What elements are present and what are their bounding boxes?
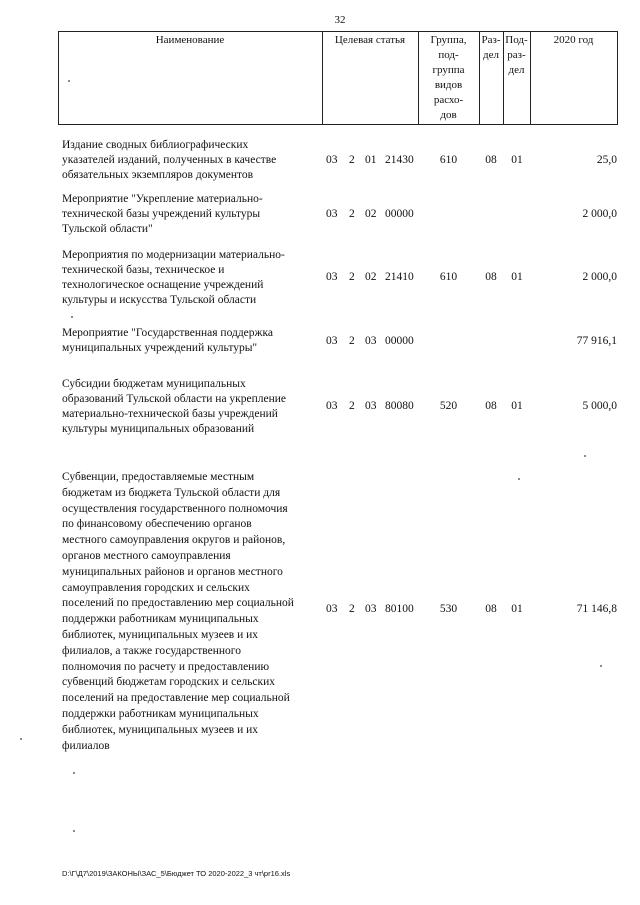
row-name-line: филиалов, а также государственного xyxy=(62,644,241,657)
header-group xyxy=(418,33,479,123)
target-code-1: 03 xyxy=(326,400,338,412)
row-name-line: бюджетам из бюджета Тульской области для xyxy=(62,486,281,499)
target-code-1: 03 xyxy=(326,208,338,220)
row-name-line: органов местного самоуправления xyxy=(62,549,231,562)
row-name-line: по финансовому обеспечению органов xyxy=(62,518,252,531)
row-name-line: субвенций бюджетам городских и сельских xyxy=(62,676,276,689)
header-group-line: расхо- xyxy=(433,94,464,106)
header-section-line: Раз- xyxy=(481,34,501,46)
header-group-line: под- xyxy=(438,49,459,61)
scan-speck xyxy=(600,665,602,667)
row-name-line: Издание сводных библиографических xyxy=(62,139,249,151)
section-code: 08 xyxy=(485,271,497,283)
row-name-line: Мероприятия по модернизации материально- xyxy=(62,249,285,261)
row-name-line: указателей изданий, полученных в качестве xyxy=(62,154,277,166)
group-code: 610 xyxy=(439,271,458,283)
header-target: Целевая статья xyxy=(334,34,406,46)
header-subsection xyxy=(503,33,530,78)
row-name-line: филиалов xyxy=(62,739,110,752)
row-name-line: Мероприятие "Укрепление материально- xyxy=(62,193,263,205)
target-code-4: 21410 xyxy=(385,271,414,283)
section-code: 08 xyxy=(485,154,497,166)
header-subsection-line: дел xyxy=(508,64,525,76)
target-code-3: 03 xyxy=(365,335,377,347)
header-subsection-line: раз- xyxy=(507,49,526,61)
row-name-line: местного самоуправления округов и районов, xyxy=(62,534,286,547)
row-name-line: культуры муниципальных образований xyxy=(62,423,255,435)
header-group-line: группа xyxy=(432,64,465,76)
row-name-line: материально-технической базы учреждений xyxy=(62,408,278,420)
target-code-3: 03 xyxy=(365,400,377,412)
row-name-line: муниципальных учреждений культуры" xyxy=(62,342,258,354)
scan-speck xyxy=(73,830,75,832)
row-name xyxy=(62,470,324,754)
target-code-3: 03 xyxy=(365,603,377,615)
target-code-1: 03 xyxy=(326,603,338,615)
target-code-1: 03 xyxy=(326,154,338,166)
row-name-line: поселений на предоставление мер социальной xyxy=(62,692,290,705)
row-name-line: Субвенции, предоставляемые местным xyxy=(62,471,255,483)
target-code-4: 00000 xyxy=(385,335,414,347)
row-name-line: библиотек, муниципальных музеев и их xyxy=(62,628,259,641)
target-code-3: 01 xyxy=(365,154,377,166)
scan-speck xyxy=(20,738,22,740)
row-name-line: поддержки работникам муниципальных xyxy=(62,707,259,720)
target-code-2: 2 xyxy=(349,335,355,347)
scan-speck xyxy=(71,316,73,318)
row-name xyxy=(62,377,324,437)
group-code: 530 xyxy=(439,603,458,615)
header-year: 2020 год xyxy=(553,34,594,46)
row-name xyxy=(62,326,324,356)
amount: 2 000,0 xyxy=(582,271,617,283)
subsection-code: 01 xyxy=(511,603,523,615)
target-code-2: 2 xyxy=(349,208,355,220)
row-name xyxy=(62,138,324,183)
target-code-3: 02 xyxy=(365,208,377,220)
subsection-code: 01 xyxy=(511,154,523,166)
row-name-line: муниципальных районов и органов местного xyxy=(62,565,283,578)
group-code: 610 xyxy=(439,154,458,166)
target-code-4: 80100 xyxy=(385,603,414,615)
subsection-code: 01 xyxy=(511,400,523,412)
file-path-footer: D:\Г\Д7\2019\ЗАКОНЫ\ЗАС_5\Бюджет ТО 2020-2022_3 чт\pr16.xls xyxy=(62,869,291,878)
subsection-code: 01 xyxy=(511,271,523,283)
row-name xyxy=(62,192,324,237)
target-code-2: 2 xyxy=(349,271,355,283)
target-code-4: 00000 xyxy=(385,208,414,220)
target-code-1: 03 xyxy=(326,335,338,347)
row-name-line: обязательных экземпляров документов xyxy=(62,169,254,181)
target-code-4: 21430 xyxy=(385,154,414,166)
row-name-line: образований Тульской области на укрепление xyxy=(62,393,287,405)
header-subsection-line: Под- xyxy=(505,34,528,46)
header-group-line: видов xyxy=(434,79,463,91)
header-group-line: Группа, xyxy=(430,34,467,46)
amount: 5 000,0 xyxy=(582,400,617,412)
row-name-line: поддержки работникам муниципальных xyxy=(62,613,259,626)
section-code: 08 xyxy=(485,400,497,412)
section-code: 08 xyxy=(485,603,497,615)
scan-speck xyxy=(73,772,75,774)
amount: 77 916,1 xyxy=(576,335,617,347)
target-code-4: 80080 xyxy=(385,400,414,412)
scan-speck xyxy=(68,80,70,82)
header-section-line: дел xyxy=(483,49,499,61)
row-name-line: библиотек, муниципальных музеев и их xyxy=(62,723,259,736)
target-code-3: 02 xyxy=(365,271,377,283)
row-name-line: полномочия по расчету и предоставлению xyxy=(62,660,270,673)
amount: 71 146,8 xyxy=(576,603,617,615)
row-name-line: технической базы, техническое и xyxy=(62,264,225,276)
row-name-line: осуществления государственного полномочия xyxy=(62,502,288,515)
row-name xyxy=(62,248,324,308)
header-name: Наименование xyxy=(155,34,225,46)
row-name-line: самоуправления городских и сельских xyxy=(62,581,250,594)
row-name-line: поселений по предоставлению мер социальной xyxy=(62,597,294,610)
row-name-line: культуры и искусства Тульской области xyxy=(62,294,257,306)
target-code-2: 2 xyxy=(349,603,355,615)
scan-speck xyxy=(518,478,520,480)
target-code-2: 2 xyxy=(349,400,355,412)
header-group-line: дов xyxy=(440,109,457,121)
group-code: 520 xyxy=(439,400,458,412)
page-number: 32 xyxy=(334,14,346,26)
row-name-line: технической базы учреждений культуры xyxy=(62,208,261,220)
amount: 2 000,0 xyxy=(582,208,617,220)
scan-speck xyxy=(584,455,586,457)
target-code-2: 2 xyxy=(349,154,355,166)
target-code-1: 03 xyxy=(326,271,338,283)
amount: 25,0 xyxy=(596,154,617,166)
row-name-line: Мероприятие "Государственная поддержка xyxy=(62,327,274,339)
header-section xyxy=(479,33,503,63)
row-name-line: Субсидии бюджетам муниципальных xyxy=(62,378,246,390)
row-name-line: технологическое оснащение учреждений xyxy=(62,279,264,291)
row-name-line: Тульской области" xyxy=(62,223,153,235)
